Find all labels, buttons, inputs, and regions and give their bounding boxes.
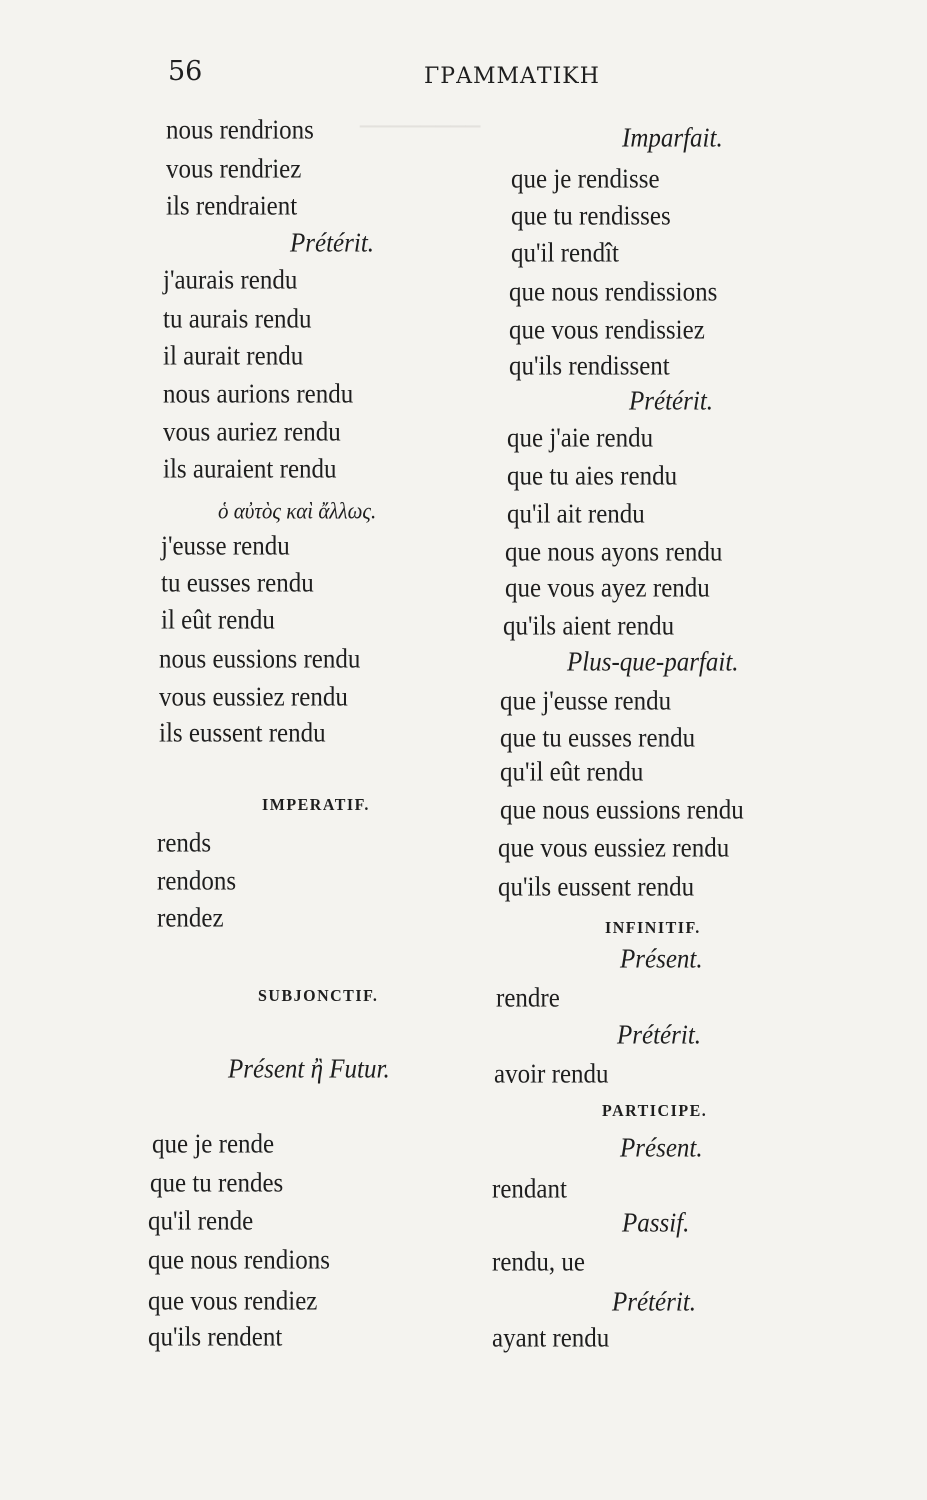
section-heading: SUBJONCTIF.	[258, 987, 379, 1006]
conjugation-line: il eût rendu	[161, 606, 275, 636]
tense-heading: Prétérit.	[290, 229, 375, 259]
conjugation-line: j'aurais rendu	[163, 266, 298, 296]
greek-note: ὁ αὐτὸς καὶ ἄλλως.	[218, 498, 377, 524]
conjugation-line: ils eussent rendu	[159, 719, 326, 749]
conjugation-line: avoir rendu	[494, 1060, 609, 1090]
conjugation-line: tu eusses rendu	[161, 569, 314, 599]
conjugation-line: il aurait rendu	[163, 342, 304, 372]
tense-heading: Imparfait.	[622, 124, 723, 154]
running-head: ΓΡΑΜΜΑΤΙΚΗ	[424, 64, 600, 89]
conjugation-line: que vous rendissiez	[509, 316, 705, 346]
tense-heading: Présent ἢ Futur.	[228, 1055, 390, 1085]
tense-heading: Passif.	[622, 1209, 690, 1239]
conjugation-line: que tu rendisses	[511, 202, 671, 232]
section-heading: PARTICIPE.	[602, 1102, 708, 1121]
bleed-through-decoration: ────────	[360, 112, 481, 141]
conjugation-line: qu'ils rendent	[148, 1323, 283, 1353]
conjugation-line: que je rendisse	[511, 165, 660, 195]
conjugation-line: que vous rendiez	[148, 1287, 318, 1317]
conjugation-line: qu'ils rendissent	[509, 352, 670, 382]
conjugation-line: rendons	[157, 867, 237, 897]
conjugation-line: j'eusse rendu	[161, 532, 290, 562]
conjugation-line: vous auriez rendu	[163, 418, 341, 448]
conjugation-line: qu'il eût rendu	[500, 758, 644, 788]
section-heading: IMPERATIF.	[262, 796, 370, 815]
conjugation-line: que nous eussions rendu	[500, 796, 744, 826]
conjugation-line: rends	[157, 829, 212, 859]
conjugation-line: rendez	[157, 904, 224, 934]
conjugation-line: vous rendriez	[166, 155, 302, 185]
conjugation-line: nous aurions rendu	[163, 380, 354, 410]
conjugation-line: que vous ayez rendu	[505, 574, 710, 604]
tense-heading: Plus-que-parfait.	[567, 648, 739, 678]
conjugation-line: que j'aie rendu	[507, 424, 654, 454]
conjugation-line: nous eussions rendu	[159, 645, 361, 675]
conjugation-line: rendant	[492, 1175, 567, 1205]
conjugation-line: que nous rendions	[148, 1246, 330, 1276]
tense-heading: Présent.	[620, 945, 703, 975]
tense-heading: Présent.	[620, 1134, 703, 1164]
conjugation-line: vous eussiez rendu	[159, 683, 348, 713]
conjugation-line: qu'ils aient rendu	[503, 612, 675, 642]
page-number: 56	[168, 56, 203, 87]
conjugation-line: que nous ayons rendu	[505, 538, 723, 568]
conjugation-line: que tu rendes	[150, 1169, 284, 1199]
conjugation-line: qu'ils eussent rendu	[498, 873, 695, 903]
section-heading: INFINITIF.	[605, 919, 701, 938]
conjugation-line: qu'il rendît	[511, 239, 619, 269]
conjugation-line: qu'il ait rendu	[507, 500, 645, 530]
tense-heading: Prétérit.	[629, 387, 714, 417]
conjugation-line: ils rendraient	[166, 192, 298, 222]
conjugation-line: tu aurais rendu	[163, 305, 312, 335]
conjugation-line: que je rende	[152, 1130, 275, 1160]
conjugation-line: ils auraient rendu	[163, 455, 337, 485]
tense-heading: Prétérit.	[617, 1021, 702, 1051]
conjugation-line: qu'il rende	[148, 1207, 254, 1237]
conjugation-line: rendu, ue	[492, 1248, 586, 1278]
conjugation-line: ayant rendu	[492, 1324, 610, 1354]
tense-heading: Prétérit.	[612, 1288, 697, 1318]
conjugation-line: que j'eusse rendu	[500, 687, 672, 717]
conjugation-line: nous rendrions	[166, 116, 314, 146]
conjugation-line: que vous eussiez rendu	[498, 834, 730, 864]
conjugation-line: que tu eusses rendu	[500, 724, 696, 754]
conjugation-line: rendre	[496, 984, 560, 1014]
conjugation-line: que nous rendissions	[509, 278, 718, 308]
conjugation-line: que tu aies rendu	[507, 462, 678, 492]
